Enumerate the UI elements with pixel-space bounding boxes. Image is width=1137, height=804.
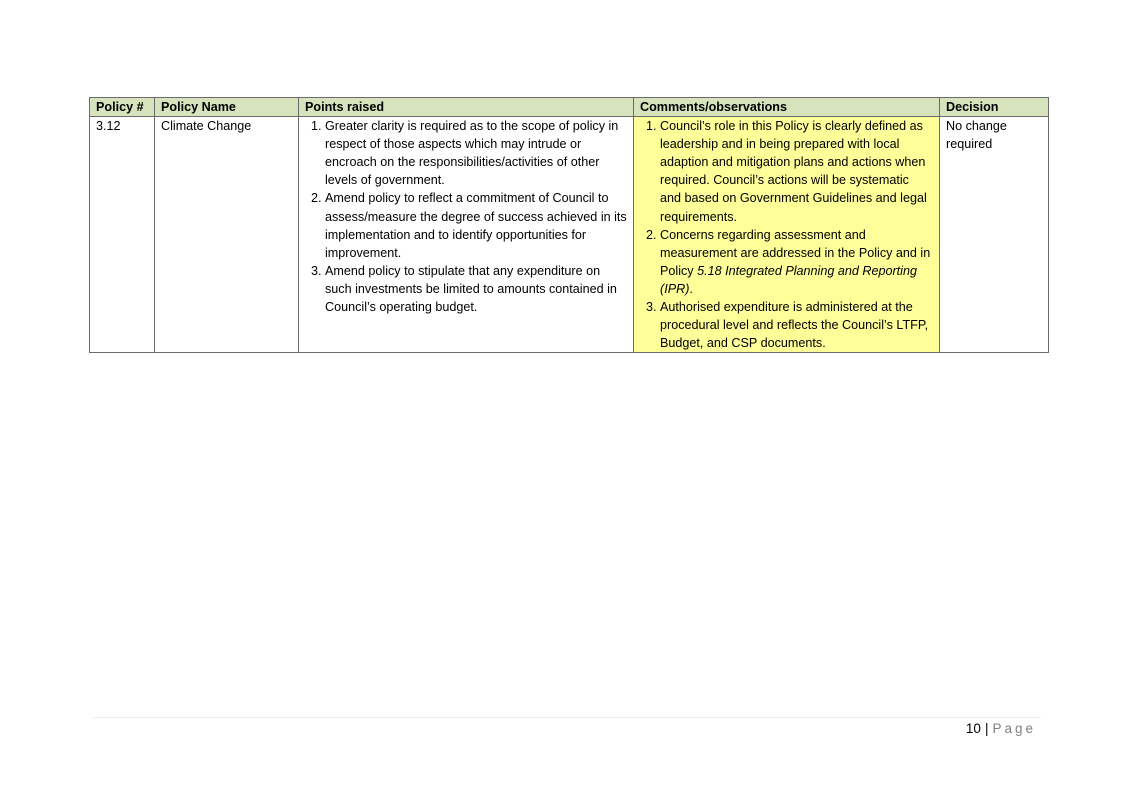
cell-comments — [634, 117, 940, 353]
footer-divider — [93, 717, 1041, 718]
comment-item: 1. Council’s role in this Policy is clearly defined as leadership and in being prepared with local adaption and mitigation plans and actions when required. Council’s actions will be systematic and based on Government Guidelines and legal requirements. — [660, 117, 933, 226]
point-item: 3. Amend policy to stipulate that any expenditure on such investments be limited to amounts contained in Council’s operating budget. — [325, 262, 627, 316]
footer-separator: | — [984, 721, 989, 736]
header-points-raised: Points raised — [299, 98, 634, 117]
header-policy-number: Policy # — [90, 98, 155, 117]
page-label: Page — [992, 721, 1036, 736]
policy-review-table — [89, 97, 1049, 353]
table-header-row — [90, 98, 1049, 117]
points-list — [305, 117, 627, 316]
point-item: 2. Amend policy to reflect a commitment of Council to assess/measure the degree of success achieved in its implementation and to identify opportunities for improvement. — [325, 189, 627, 261]
policy-reference: 5.18 Integrated Planning and Reporting (IPR) — [660, 263, 917, 296]
cell-policy-name: Climate Change — [155, 117, 299, 353]
table-row — [90, 117, 1049, 353]
cell-points-raised — [299, 117, 634, 353]
page-footer — [966, 721, 1036, 736]
comment-item: 3. Authorised expenditure is administered at the procedural level and reflects the Council’s LTFP, Budget, and CSP documents. — [660, 298, 933, 352]
comment-item — [660, 226, 933, 298]
header-comments: Comments/observations — [634, 98, 940, 117]
comment-text-end: . — [689, 281, 693, 296]
page-number: 10 — [965, 721, 981, 736]
cell-policy-number: 3.12 — [90, 117, 155, 353]
comments-list — [640, 117, 933, 352]
header-policy-name: Policy Name — [155, 98, 299, 117]
cell-decision: No change required — [940, 117, 1049, 353]
header-decision: Decision — [940, 98, 1049, 117]
point-item: 1. Greater clarity is required as to the scope of policy in respect of those aspects which may intrude or encroach on the responsibilities/activities of other levels of government. — [325, 117, 627, 189]
comment-text: Concerns regarding assessment and measurement are addressed in the Policy and in Policy — [660, 227, 931, 278]
